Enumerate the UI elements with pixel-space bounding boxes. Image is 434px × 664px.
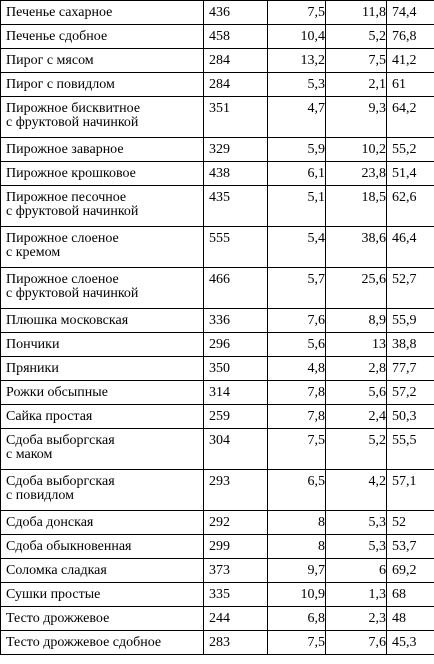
- carbs-cell: 51,4: [387, 162, 434, 186]
- fat-cell: 5,2: [326, 429, 387, 470]
- carbs-cell: 52: [387, 511, 434, 535]
- carbs-cell: 77,7: [387, 357, 434, 381]
- table-row: [1, 227, 434, 268]
- fat-cell: 13: [326, 333, 387, 357]
- protein-cell: 5,9: [268, 138, 326, 162]
- product-name-cell: Тесто дрожжевое сдобное: [1, 631, 204, 655]
- table-row: [1, 97, 434, 138]
- product-name-cell: Пирог с повидлом: [1, 73, 204, 97]
- calories-cell: 555: [204, 227, 268, 268]
- carbs-cell: 38,8: [387, 333, 434, 357]
- protein-cell: 8: [268, 535, 326, 559]
- fat-cell: 2,3: [326, 607, 387, 631]
- table-row: [1, 49, 434, 73]
- product-name-cell: Сдоба выборгская с повидлом: [1, 470, 204, 511]
- table-row: [1, 405, 434, 429]
- product-name-cell: Пончики: [1, 333, 204, 357]
- product-name-cell: Печенье сдобное: [1, 25, 204, 49]
- protein-cell: 10,4: [268, 25, 326, 49]
- calories-cell: 244: [204, 607, 268, 631]
- fat-cell: 38,6: [326, 227, 387, 268]
- protein-cell: 7,5: [268, 1, 326, 25]
- product-name-cell: Сдоба донская: [1, 511, 204, 535]
- fat-cell: 9,3: [326, 97, 387, 138]
- protein-cell: 8: [268, 511, 326, 535]
- table-row: [1, 535, 434, 559]
- product-name-cell: Тесто дрожжевое: [1, 607, 204, 631]
- carbs-cell: 69,2: [387, 559, 434, 583]
- table-row: [1, 470, 434, 511]
- protein-cell: 7,5: [268, 429, 326, 470]
- protein-cell: 7,8: [268, 381, 326, 405]
- protein-cell: 7,6: [268, 309, 326, 333]
- carbs-cell: 76,8: [387, 25, 434, 49]
- table-row: [1, 138, 434, 162]
- carbs-cell: 74,4: [387, 1, 434, 25]
- protein-cell: 5,3: [268, 73, 326, 97]
- table-row: [1, 429, 434, 470]
- product-name-cell: Соломка сладкая: [1, 559, 204, 583]
- calories-cell: 351: [204, 97, 268, 138]
- protein-cell: 6,8: [268, 607, 326, 631]
- table-row: [1, 559, 434, 583]
- calories-cell: 350: [204, 357, 268, 381]
- protein-cell: 4,8: [268, 357, 326, 381]
- fat-cell: 4,2: [326, 470, 387, 511]
- fat-cell: 5,3: [326, 535, 387, 559]
- carbs-cell: 53,7: [387, 535, 434, 559]
- protein-cell: 6,1: [268, 162, 326, 186]
- fat-cell: 11,8: [326, 1, 387, 25]
- carbs-cell: 52,7: [387, 268, 434, 309]
- fat-cell: 5,2: [326, 25, 387, 49]
- carbs-cell: 62,6: [387, 186, 434, 227]
- protein-cell: 13,2: [268, 49, 326, 73]
- product-name-cell: Сушки простые: [1, 583, 204, 607]
- table-row: [1, 511, 434, 535]
- calories-cell: 458: [204, 25, 268, 49]
- fat-cell: 23,8: [326, 162, 387, 186]
- product-name-cell: Пирожное слоеное с фруктовой начинкой: [1, 268, 204, 309]
- table-row: [1, 268, 434, 309]
- table-row: [1, 357, 434, 381]
- fat-cell: 7,5: [326, 49, 387, 73]
- carbs-cell: 41,2: [387, 49, 434, 73]
- carbs-cell: 61: [387, 73, 434, 97]
- calories-cell: 329: [204, 138, 268, 162]
- product-name-cell: Пирожное песочное с фруктовой начинкой: [1, 186, 204, 227]
- protein-cell: 9,7: [268, 559, 326, 583]
- carbs-cell: 64,2: [387, 97, 434, 138]
- fat-cell: 2,8: [326, 357, 387, 381]
- protein-cell: 6,5: [268, 470, 326, 511]
- product-name-cell: Пирожное заварное: [1, 138, 204, 162]
- product-name-cell: Пирожное слоеное с кремом: [1, 227, 204, 268]
- calories-cell: 438: [204, 162, 268, 186]
- product-name-cell: Сайка простая: [1, 405, 204, 429]
- product-name-cell: Сдоба обыкновенная: [1, 535, 204, 559]
- nutrition-table-body: [1, 1, 434, 655]
- carbs-cell: 46,4: [387, 227, 434, 268]
- fat-cell: 1,3: [326, 583, 387, 607]
- calories-cell: 435: [204, 186, 268, 227]
- fat-cell: 6: [326, 559, 387, 583]
- table-row: [1, 73, 434, 97]
- product-name-cell: Плюшка московская: [1, 309, 204, 333]
- table-row: [1, 333, 434, 357]
- protein-cell: 4,7: [268, 97, 326, 138]
- table-row: [1, 162, 434, 186]
- calories-cell: 373: [204, 559, 268, 583]
- fat-cell: 7,6: [326, 631, 387, 655]
- table-row: [1, 583, 434, 607]
- product-name-cell: Печенье сахарное: [1, 1, 204, 25]
- calories-cell: 304: [204, 429, 268, 470]
- product-name-cell: Рожки обсыпные: [1, 381, 204, 405]
- fat-cell: 5,6: [326, 381, 387, 405]
- calories-cell: 436: [204, 1, 268, 25]
- calories-cell: 314: [204, 381, 268, 405]
- fat-cell: 5,3: [326, 511, 387, 535]
- carbs-cell: 55,9: [387, 309, 434, 333]
- protein-cell: 5,7: [268, 268, 326, 309]
- product-name-cell: Сдоба выборгская с маком: [1, 429, 204, 470]
- protein-cell: 5,4: [268, 227, 326, 268]
- fat-cell: 10,2: [326, 138, 387, 162]
- carbs-cell: 55,5: [387, 429, 434, 470]
- product-name-cell: Пирог с мясом: [1, 49, 204, 73]
- fat-cell: 8,9: [326, 309, 387, 333]
- calories-cell: 336: [204, 309, 268, 333]
- table-row: [1, 186, 434, 227]
- table-row: [1, 631, 434, 655]
- protein-cell: 5,1: [268, 186, 326, 227]
- carbs-cell: 50,3: [387, 405, 434, 429]
- calories-cell: 283: [204, 631, 268, 655]
- calories-cell: 293: [204, 470, 268, 511]
- table-row: [1, 381, 434, 405]
- table-row: [1, 25, 434, 49]
- table-row: [1, 309, 434, 333]
- calories-cell: 292: [204, 511, 268, 535]
- protein-cell: 7,5: [268, 631, 326, 655]
- carbs-cell: 55,2: [387, 138, 434, 162]
- carbs-cell: 45,3: [387, 631, 434, 655]
- table-row: [1, 607, 434, 631]
- calories-cell: 284: [204, 73, 268, 97]
- fat-cell: 2,1: [326, 73, 387, 97]
- calories-cell: 259: [204, 405, 268, 429]
- calories-cell: 299: [204, 535, 268, 559]
- fat-cell: 25,6: [326, 268, 387, 309]
- product-name-cell: Пирожное крошковое: [1, 162, 204, 186]
- fat-cell: 2,4: [326, 405, 387, 429]
- calories-cell: 284: [204, 49, 268, 73]
- carbs-cell: 68: [387, 583, 434, 607]
- carbs-cell: 57,1: [387, 470, 434, 511]
- calories-cell: 466: [204, 268, 268, 309]
- product-name-cell: Пирожное бисквитное с фруктовой начинкой: [1, 97, 204, 138]
- protein-cell: 5,6: [268, 333, 326, 357]
- carbs-cell: 57,2: [387, 381, 434, 405]
- table-row: [1, 1, 434, 25]
- product-name-cell: Пряники: [1, 357, 204, 381]
- protein-cell: 10,9: [268, 583, 326, 607]
- calories-cell: 296: [204, 333, 268, 357]
- protein-cell: 7,8: [268, 405, 326, 429]
- fat-cell: 18,5: [326, 186, 387, 227]
- calories-cell: 335: [204, 583, 268, 607]
- carbs-cell: 48: [387, 607, 434, 631]
